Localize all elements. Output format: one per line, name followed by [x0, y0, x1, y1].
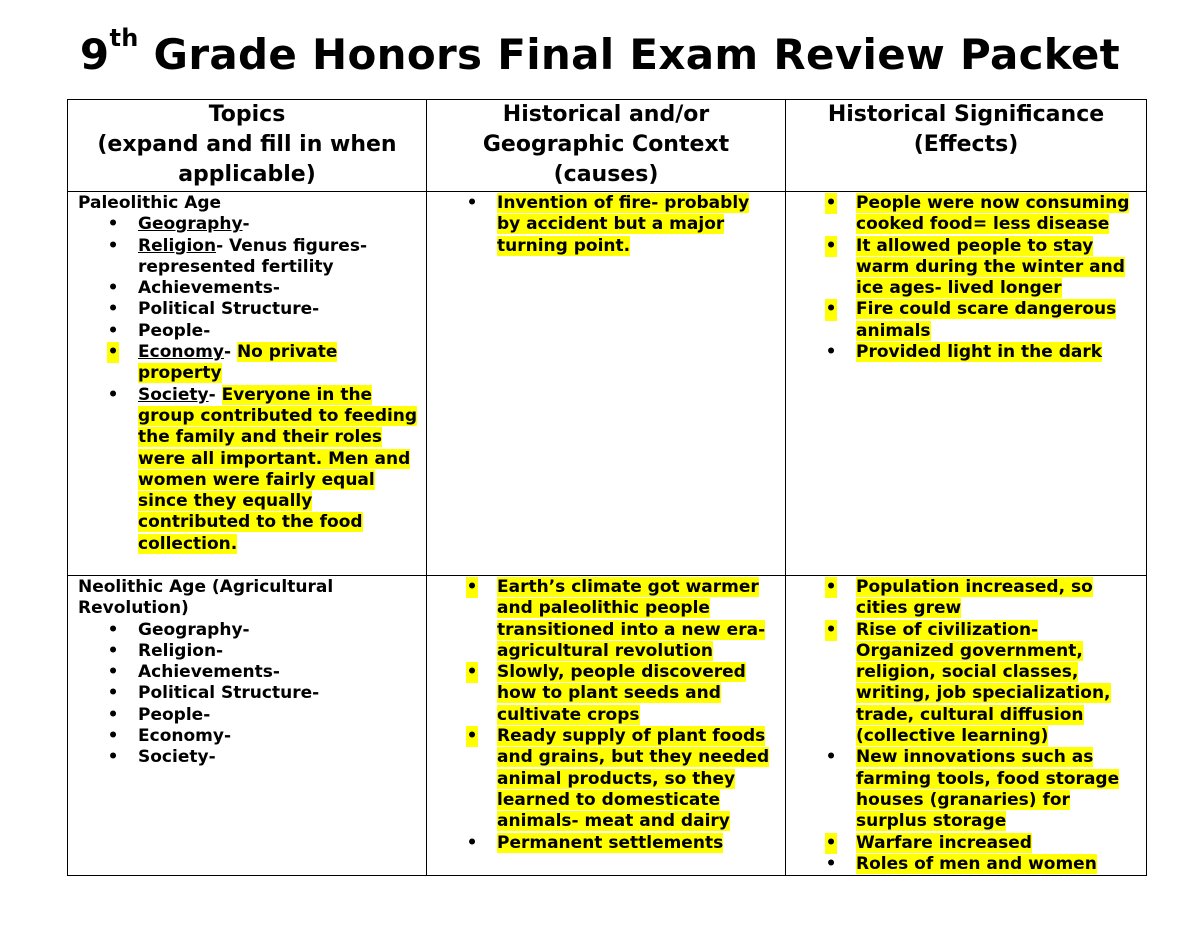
topic-sep: - — [208, 384, 222, 405]
list-item — [856, 747, 1138, 832]
list-item — [138, 299, 418, 320]
title-number: 9 — [79, 30, 110, 79]
topic-note: Venus figures- represented fertility — [138, 235, 368, 277]
list-item — [856, 620, 1138, 748]
topic-title: Neolithic Age (Agricultural Revolution) — [78, 577, 334, 619]
header-context — [427, 100, 786, 192]
causes-list — [437, 577, 777, 854]
list-item — [138, 342, 418, 385]
page-title — [0, 24, 1200, 79]
effect-text: Roles of men and women — [856, 853, 1097, 874]
topic-label: Society- — [138, 747, 216, 768]
list-item — [138, 278, 418, 299]
header-row — [68, 100, 1147, 192]
list-item — [138, 683, 418, 704]
table-row-neolithic — [68, 576, 1147, 876]
header-topics — [68, 100, 427, 192]
topic-label: Achievements- — [138, 662, 280, 683]
topic-label: Economy — [138, 342, 224, 363]
list-item — [138, 321, 418, 342]
list-item — [497, 577, 777, 662]
topic-label: Geography — [138, 214, 243, 235]
topic-note: Everyone in the group contributed to feeding the family and their roles were all important. Men and women were fairly equal since they equally contributed to the food collection. — [138, 384, 418, 554]
effect-text: Provided light in the dark — [856, 342, 1103, 363]
cause-text: Earth’s climate got warmer and paleolithic people transitioned into a new era- agricultural revolution — [497, 577, 766, 661]
header-line: (Effects) — [913, 132, 1019, 157]
header-line: Historical Significance — [827, 102, 1105, 127]
effect-text: Population increased, so cities grew — [856, 577, 1093, 619]
effect-text: Warfare increased — [856, 832, 1032, 853]
topic-label: People- — [138, 704, 211, 725]
header-line: (causes) — [553, 162, 659, 187]
topic-sep: - — [223, 342, 237, 363]
list-item — [856, 342, 1138, 363]
causes-list — [437, 193, 777, 257]
list-item — [138, 662, 418, 683]
list-item — [138, 641, 418, 662]
cause-text: Invention of fire- probably by accident but a major turning point. — [497, 193, 750, 256]
topic-label: Economy- — [138, 726, 232, 747]
topic-list — [78, 620, 418, 769]
list-item — [497, 833, 777, 854]
topic-label: Religion — [138, 235, 217, 256]
effect-text: People were now consuming cooked food= less disease — [856, 193, 1130, 235]
causes-cell — [427, 576, 786, 876]
header-line: Topics — [208, 102, 286, 127]
list-item — [138, 726, 418, 747]
header-line: applicable) — [178, 162, 316, 187]
effect-text: Rise of civilization- Organized government, religion, social classes, writing, job specialization, trade, cultural diffusion (collective learning) — [856, 619, 1111, 747]
list-item — [856, 299, 1138, 342]
topic-list — [78, 214, 418, 555]
effects-cell — [786, 192, 1147, 576]
effects-list — [796, 193, 1138, 363]
effects-list — [796, 577, 1138, 875]
list-item — [138, 236, 418, 279]
list-item — [138, 385, 418, 555]
list-item — [856, 236, 1138, 300]
list-item — [497, 726, 777, 832]
topic-label: Political Structure- — [138, 683, 320, 704]
causes-cell — [427, 192, 786, 576]
topic-label: Society — [138, 384, 209, 405]
topic-label: People- — [138, 320, 211, 341]
topic-label: Geography- — [138, 619, 250, 640]
table-row-paleolithic — [68, 192, 1147, 576]
effects-cell — [786, 576, 1147, 876]
effect-text: New innovations such as farming tools, food storage houses (granaries) for surplus storage — [856, 747, 1120, 832]
title-text: Grade Honors Final Exam Review Packet — [138, 30, 1121, 79]
title-superscript: th — [109, 24, 139, 52]
cause-text: Permanent settlements — [497, 832, 724, 853]
topic-label: Religion- — [138, 640, 224, 661]
list-item — [856, 833, 1138, 854]
header-line: (expand and fill in when — [97, 132, 397, 157]
topics-cell — [68, 192, 427, 576]
topic-sep: - — [242, 214, 250, 235]
list-item — [856, 577, 1138, 620]
list-item — [497, 193, 777, 257]
list-item — [497, 662, 777, 726]
header-significance — [786, 100, 1147, 192]
header-line: Historical and/or — [502, 102, 710, 127]
list-item — [856, 854, 1138, 875]
list-item — [138, 705, 418, 726]
topics-cell — [68, 576, 427, 876]
topic-label: Achievements- — [138, 278, 280, 299]
topic-title: Paleolithic Age — [78, 193, 222, 213]
header-line: Geographic Context — [482, 132, 730, 157]
list-item — [138, 214, 418, 235]
list-item — [138, 747, 418, 768]
effect-text: It allowed people to stay warm during the winter and ice ages- lived longer — [856, 235, 1125, 299]
topic-label: Political Structure- — [138, 299, 320, 320]
cause-text: Slowly, people discovered how to plant seeds and cultivate crops — [497, 662, 746, 725]
list-item — [856, 193, 1138, 236]
effect-text: Fire could scare dangerous animals — [856, 299, 1117, 341]
topic-sep: - — [216, 235, 230, 256]
topic-note: No private property — [138, 342, 338, 384]
review-table — [67, 99, 1147, 876]
cause-text: Ready supply of plant foods and grains, but they needed animal products, so they learned to domesticate animals- meat and dairy — [497, 726, 770, 832]
list-item — [138, 620, 418, 641]
